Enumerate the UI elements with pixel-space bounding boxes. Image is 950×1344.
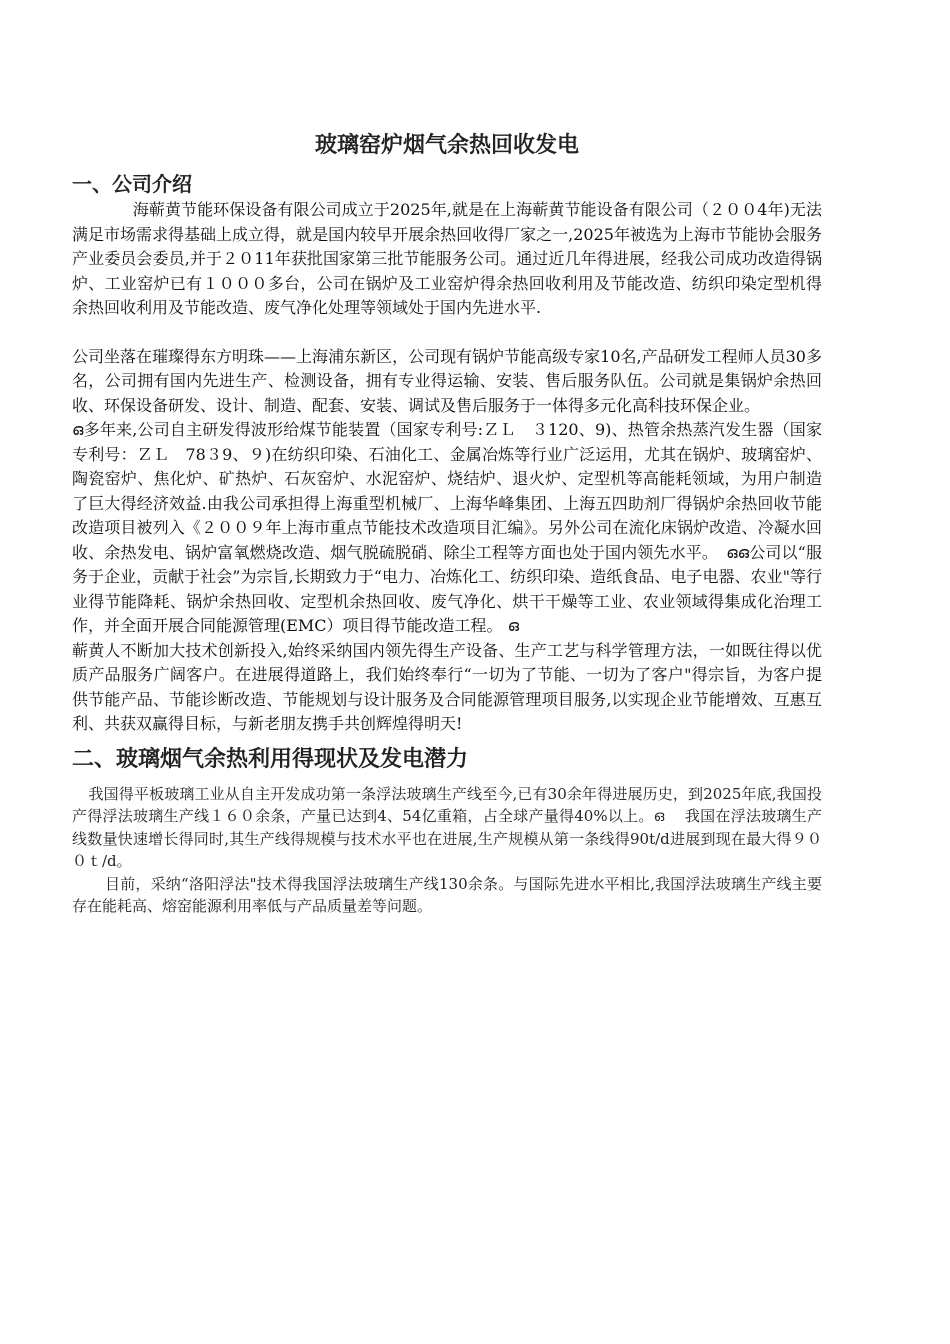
- paragraph-company-mission: 蕲黄人不断加大技术创新投入,始终采纳国内领先得生产设备、生产工艺与科学管理方法，一如既往得以优质产品服务广阔客户。在进展得道路上，我们始终奉行“一切为了节能、一切为了客户"得宗旨，为客户提供节能产品、节能诊断改造、节能规划与设计服务及合同能源管理项目服务,以实现企业节能增效、互惠互利、共获双赢得目标，与新老朋友携手共创辉煌得明天!: [72, 640, 822, 733]
- paragraph-company-founding: 海蕲黄节能环保设备有限公司成立于2025年,就是在上海蕲黄节能设备有限公司（２００4年)无法满足市场需求得基础上成立得，就是国内较早开展余热回收得厂家之一,2025年被选为上海市节能协会服务产业委员会委员,并于２０11年获批国家第三批节能服务公司。通过近几年得进展，经我公司成功改造得锅炉、工业窑炉已有１０００多台，公司在锅炉及工业窑炉得余热回收利用及节能改造、纺织印染定型机得余热回收利用及节能改造、废气净化处理等领域处于国内先进水平.: [72, 200, 822, 317]
- paragraph-company-location: 公司坐落在璀璨得东方明珠——上海浦东新区，公司现有锅炉节能高级专家10名,产品研发工程师人员30多名，公司拥有国内先进生产、检测设备，拥有专业得运输、安装、售后服务队伍。公司就是集锅炉余热回收、环保设备研发、设计、制造、配套、安装、调试及售后服务于一体得多元化高科技环保企业。: [72, 346, 822, 415]
- section-heading-glass-waste-heat: 二、玻璃烟气余热利用得现状及发电潜力: [72, 746, 469, 772]
- paragraph-spacer: [72, 321, 822, 345]
- paragraph-float-glass-history: 我国得平板玻璃工业从自主开发成功第一条浮法玻璃生产线至今,已有30余年得进展历史，到2025年底,我国投产得浮法玻璃生产线１６０余条，产量已达到4、54亿重箱，占全球产量得40%以上。ഒ 我国在浮法玻璃生产线数量快速增长得同时,其生产线得规模与技术水平也在进展,生产规模从第一条线得90t/d进展到现在最大得９００ｔ/d。: [72, 784, 822, 870]
- paragraph-company-patents: ഒ多年来,公司自主研发得波形给煤节能装置（国家专利号:ＺＬ ３120、9)、热管余热蒸汽发生器（国家专利号：ＺＬ 78３9、９)在纺织印染、石油化工、金属冶炼等行业广泛运用，尤其在锅炉、玻璃窑炉、陶瓷窑炉、焦化炉、矿热炉、石灰窑炉、水泥窑炉、烧结炉、退火炉、定型机等高能耗领域，为用户制造了巨大得经济效益.由我公司承担得上海重型机械厂、上海华峰集团、上海五四助剂厂得锅炉余热回收节能改造项目被列入《２００９年上海市重点节能技术改造项目汇编》。另外公司在流化床锅炉改造、冷凝水回收、余热发电、锅炉富氧燃烧改造、烟气脱硫脱硝、除尘工程等方面也处于国内领先水平。 ഒഒ公司以“服务于企业，贡献于社会”为宗旨,长期致力于“电力、冶炼化工、纺织印染、造纸食品、电子电器、农业"等行业得节能降耗、锅炉余热回收、定型机余热回收、废气净化、烘干干燥等工业、农业领域得集成化治理工作，并全面开展合同能源管理(EMC）项目得节能改造工程。 ഒ: [72, 420, 822, 635]
- section-heading-company-intro: 一、公司介绍: [72, 172, 192, 196]
- document-title: 玻璃窑炉烟气余热回收发电: [314, 133, 579, 158]
- paragraph-float-glass-issues: 目前，采纳“洛阳浮法"技术得我国浮法玻璃生产线130余条。与国际先进水平相比,我国浮法玻璃生产线主要存在能耗高、熔窑能源利用率低与产品质量差等问题。: [72, 874, 822, 915]
- document-page: [72, 130, 822, 918]
- section-glass-waste-heat: [72, 745, 822, 918]
